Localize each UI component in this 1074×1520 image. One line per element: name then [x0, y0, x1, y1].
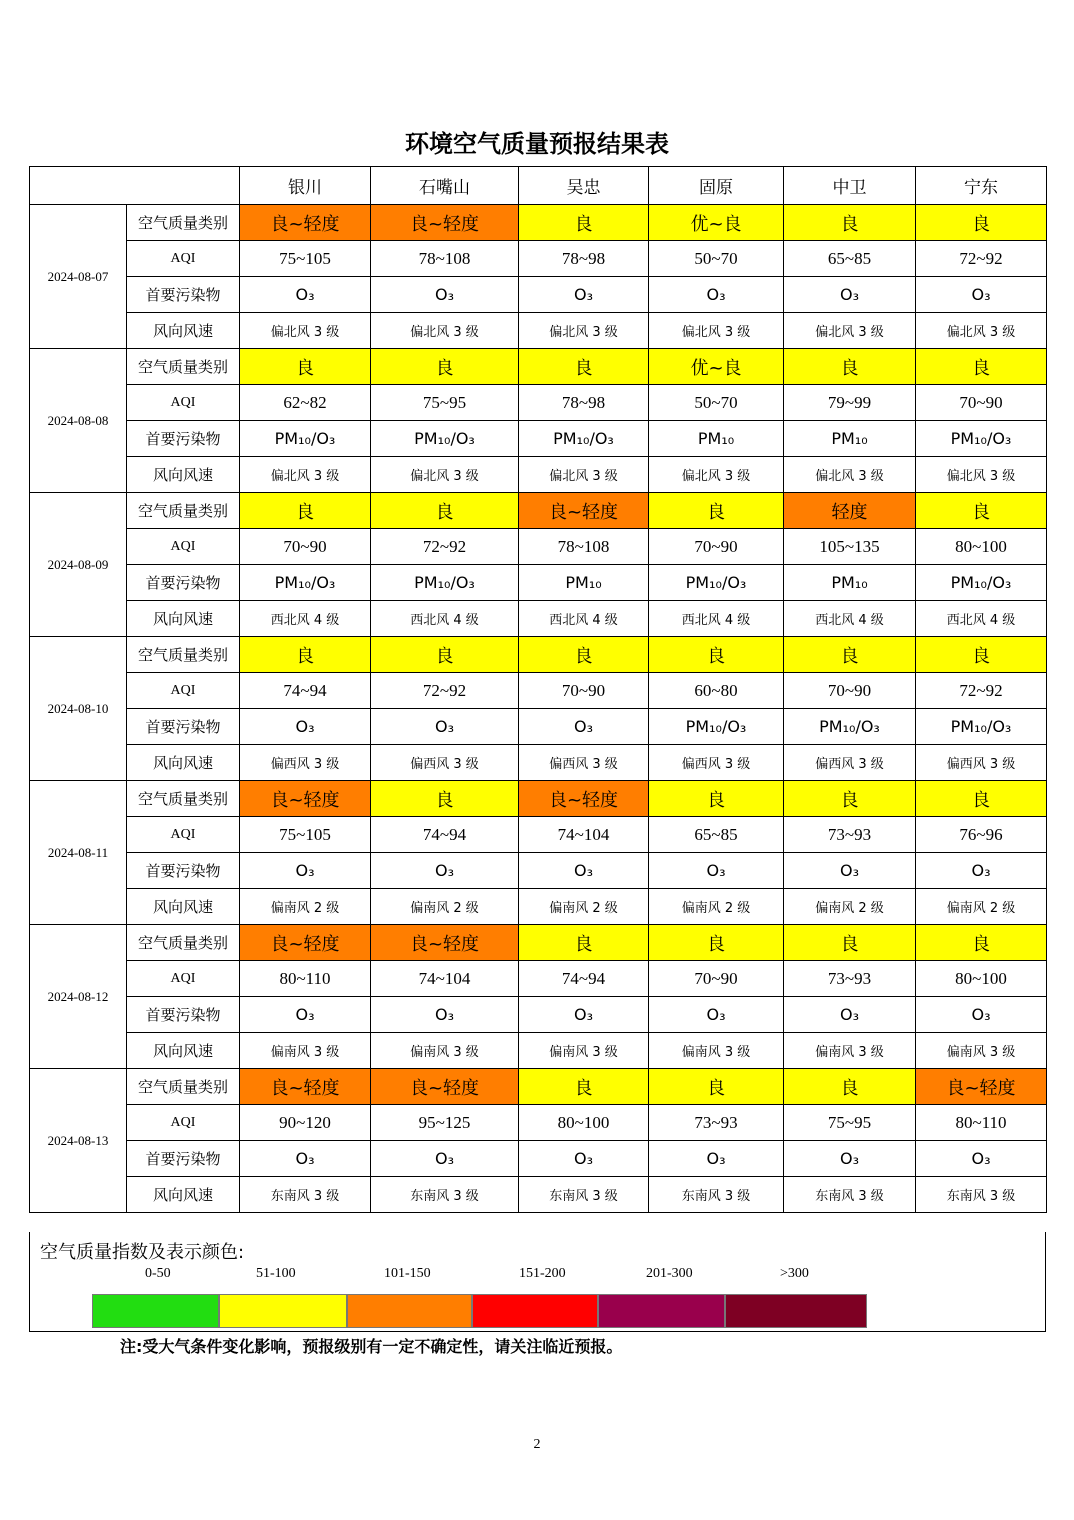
- pollutant-cell: O₃: [916, 1141, 1047, 1177]
- wind-cell: 东南风 3 级: [784, 1177, 916, 1213]
- category-cell: 良~轻度: [519, 493, 649, 529]
- category-cell: 良: [784, 925, 916, 961]
- row-label-aqi: AQI: [127, 241, 240, 277]
- row-label-wind: 风向风速: [127, 889, 240, 925]
- pollutant-cell: O₃: [916, 997, 1047, 1033]
- wind-cell: 偏北风 3 级: [240, 313, 371, 349]
- row-label-category: 空气质量类别: [127, 493, 240, 529]
- category-cell: 良: [649, 781, 784, 817]
- aqi-cell: 70~90: [916, 385, 1047, 421]
- category-cell: 良: [916, 781, 1047, 817]
- row-label-aqi: AQI: [127, 529, 240, 565]
- city-header: 石嘴山: [371, 167, 519, 205]
- pollutant-cell: O₃: [240, 997, 371, 1033]
- pollutant-cell: PM₁₀: [784, 421, 916, 457]
- legend-swatch-moderate: [472, 1294, 598, 1328]
- wind-cell: 偏北风 3 级: [519, 313, 649, 349]
- aqi-cell: 60~80: [649, 673, 784, 709]
- aqi-cell: 90~120: [240, 1105, 371, 1141]
- forecast-date: 2024-08-07: [30, 205, 127, 349]
- pollutant-cell: O₃: [784, 853, 916, 889]
- wind-cell: 东南风 3 级: [371, 1177, 519, 1213]
- city-header: 宁东: [916, 167, 1047, 205]
- row-label-wind: 风向风速: [127, 457, 240, 493]
- forecast-row-aqi: [30, 961, 1047, 997]
- category-cell: 优~良: [649, 205, 784, 241]
- category-cell: 良~轻度: [371, 1069, 519, 1105]
- forecast-date: 2024-08-12: [30, 925, 127, 1069]
- forecast-row-pollutant: [30, 565, 1047, 601]
- forecast-row-pollutant: [30, 421, 1047, 457]
- aqi-cell: 70~90: [649, 529, 784, 565]
- category-cell: 良: [649, 1069, 784, 1105]
- legend-swatch-heavy: [598, 1294, 725, 1328]
- row-label-aqi: AQI: [127, 817, 240, 853]
- pollutant-cell: O₃: [371, 709, 519, 745]
- category-cell: 良: [649, 925, 784, 961]
- pollutant-cell: O₃: [649, 997, 784, 1033]
- forecast-row-category: [30, 1069, 1047, 1105]
- pollutant-cell: PM₁₀/O₃: [916, 565, 1047, 601]
- aqi-cell: 65~85: [649, 817, 784, 853]
- wind-cell: 西北风 4 级: [371, 601, 519, 637]
- row-label-category: 空气质量类别: [127, 205, 240, 241]
- category-cell: 良: [519, 925, 649, 961]
- aqi-cell: 78~108: [371, 241, 519, 277]
- pollutant-cell: O₃: [519, 1141, 649, 1177]
- wind-cell: 东南风 3 级: [240, 1177, 371, 1213]
- legend-range-label: 151-200: [519, 1266, 566, 1281]
- pollutant-cell: PM₁₀/O₃: [916, 421, 1047, 457]
- row-label-wind: 风向风速: [127, 1177, 240, 1213]
- pollutant-cell: O₃: [784, 997, 916, 1033]
- category-cell: 轻度: [784, 493, 916, 529]
- legend-range-label: 51-100: [256, 1266, 296, 1281]
- pollutant-cell: PM₁₀: [519, 565, 649, 601]
- pollutant-cell: PM₁₀/O₃: [240, 565, 371, 601]
- pollutant-cell: O₃: [371, 997, 519, 1033]
- aqi-cell: 72~92: [371, 673, 519, 709]
- legend-swatch-excellent: [92, 1294, 219, 1328]
- pollutant-cell: PM₁₀/O₃: [649, 709, 784, 745]
- pollutant-cell: O₃: [371, 277, 519, 313]
- aqi-cell: 72~92: [916, 241, 1047, 277]
- wind-cell: 偏南风 2 级: [784, 889, 916, 925]
- aqi-cell: 80~110: [916, 1105, 1047, 1141]
- pollutant-cell: O₃: [916, 277, 1047, 313]
- legend-swatch-severe: [725, 1294, 867, 1328]
- category-cell: 良: [784, 349, 916, 385]
- aqi-cell: 73~93: [784, 961, 916, 997]
- category-cell: 良~轻度: [371, 925, 519, 961]
- pollutant-cell: O₃: [784, 277, 916, 313]
- row-label-wind: 风向风速: [127, 313, 240, 349]
- category-cell: 良: [784, 1069, 916, 1105]
- forecast-date: 2024-08-10: [30, 637, 127, 781]
- forecast-row-aqi: [30, 241, 1047, 277]
- aqi-cell: 70~90: [784, 673, 916, 709]
- pollutant-cell: O₃: [649, 853, 784, 889]
- wind-cell: 偏西风 3 级: [649, 745, 784, 781]
- pollutant-cell: PM₁₀/O₃: [649, 565, 784, 601]
- pollutant-cell: O₃: [519, 853, 649, 889]
- corner-cell: [30, 167, 240, 205]
- wind-cell: 偏西风 3 级: [784, 745, 916, 781]
- legend-box: [29, 1232, 1046, 1332]
- row-label-aqi: AQI: [127, 385, 240, 421]
- wind-cell: 偏西风 3 级: [371, 745, 519, 781]
- row-label-aqi: AQI: [127, 961, 240, 997]
- wind-cell: 偏南风 3 级: [240, 1033, 371, 1069]
- category-cell: 良~轻度: [371, 205, 519, 241]
- wind-cell: 偏北风 3 级: [519, 457, 649, 493]
- aqi-cell: 73~93: [784, 817, 916, 853]
- wind-cell: 偏北风 3 级: [371, 313, 519, 349]
- pollutant-cell: O₃: [649, 1141, 784, 1177]
- aqi-cell: 70~90: [519, 673, 649, 709]
- wind-cell: 偏北风 3 级: [649, 457, 784, 493]
- forecast-row-pollutant: [30, 997, 1047, 1033]
- row-label-category: 空气质量类别: [127, 349, 240, 385]
- row-label-wind: 风向风速: [127, 745, 240, 781]
- city-header: 吴忠: [519, 167, 649, 205]
- category-cell: 良~轻度: [240, 1069, 371, 1105]
- aqi-cell: 75~95: [371, 385, 519, 421]
- forecast-row-pollutant: [30, 277, 1047, 313]
- aqi-cell: 95~125: [371, 1105, 519, 1141]
- forecast-row-category: [30, 637, 1047, 673]
- forecast-date: 2024-08-11: [30, 781, 127, 925]
- forecast-row-pollutant: [30, 709, 1047, 745]
- wind-cell: 偏北风 3 级: [240, 457, 371, 493]
- category-cell: 良~轻度: [519, 781, 649, 817]
- city-header: 银川: [240, 167, 371, 205]
- pollutant-cell: O₃: [784, 1141, 916, 1177]
- row-label-aqi: AQI: [127, 673, 240, 709]
- category-cell: 良~轻度: [240, 925, 371, 961]
- forecast-row-category: [30, 925, 1047, 961]
- forecast-row-pollutant: [30, 853, 1047, 889]
- forecast-row-wind: [30, 745, 1047, 781]
- aqi-cell: 80~110: [240, 961, 371, 997]
- aqi-cell: 80~100: [916, 529, 1047, 565]
- forecast-row-wind: [30, 457, 1047, 493]
- row-label-pollutant: 首要污染物: [127, 565, 240, 601]
- row-label-pollutant: 首要污染物: [127, 853, 240, 889]
- pollutant-cell: O₃: [240, 709, 371, 745]
- wind-cell: 东南风 3 级: [916, 1177, 1047, 1213]
- pollutant-cell: O₃: [371, 1141, 519, 1177]
- pollutant-cell: O₃: [371, 853, 519, 889]
- row-label-category: 空气质量类别: [127, 781, 240, 817]
- forecast-row-pollutant: [30, 1141, 1047, 1177]
- forecast-row-wind: [30, 889, 1047, 925]
- legend-title: 空气质量指数及表示颜色:: [40, 1242, 245, 1263]
- wind-cell: 西北风 4 级: [784, 601, 916, 637]
- header-row: [30, 167, 1047, 205]
- legend-swatch-good: [219, 1294, 347, 1328]
- wind-cell: 偏北风 3 级: [916, 313, 1047, 349]
- row-label-pollutant: 首要污染物: [127, 997, 240, 1033]
- category-cell: 良: [916, 205, 1047, 241]
- forecast-date: 2024-08-08: [30, 349, 127, 493]
- category-cell: 良~轻度: [916, 1069, 1047, 1105]
- aqi-cell: 80~100: [916, 961, 1047, 997]
- aqi-cell: 78~98: [519, 385, 649, 421]
- pollutant-cell: O₃: [519, 709, 649, 745]
- forecast-table: [29, 166, 1047, 1213]
- category-cell: 良: [371, 637, 519, 673]
- row-label-wind: 风向风速: [127, 1033, 240, 1069]
- row-label-pollutant: 首要污染物: [127, 1141, 240, 1177]
- wind-cell: 偏北风 3 级: [784, 457, 916, 493]
- row-label-category: 空气质量类别: [127, 925, 240, 961]
- category-cell: 良: [371, 349, 519, 385]
- aqi-cell: 75~105: [240, 817, 371, 853]
- legend-swatch-light: [347, 1294, 472, 1328]
- aqi-cell: 105~135: [784, 529, 916, 565]
- pollutant-cell: PM₁₀/O₃: [784, 709, 916, 745]
- row-label-category: 空气质量类别: [127, 637, 240, 673]
- wind-cell: 偏南风 2 级: [519, 889, 649, 925]
- category-cell: 良: [519, 1069, 649, 1105]
- category-cell: 良: [916, 349, 1047, 385]
- pollutant-cell: PM₁₀/O₃: [240, 421, 371, 457]
- aqi-cell: 78~108: [519, 529, 649, 565]
- pollutant-cell: O₃: [649, 277, 784, 313]
- row-label-wind: 风向风速: [127, 601, 240, 637]
- forecast-row-aqi: [30, 673, 1047, 709]
- wind-cell: 偏西风 3 级: [240, 745, 371, 781]
- wind-cell: 偏西风 3 级: [916, 745, 1047, 781]
- wind-cell: 西北风 4 级: [519, 601, 649, 637]
- pollutant-cell: O₃: [916, 853, 1047, 889]
- forecast-row-category: [30, 781, 1047, 817]
- forecast-row-aqi: [30, 1105, 1047, 1141]
- row-label-pollutant: 首要污染物: [127, 421, 240, 457]
- wind-cell: 偏南风 3 级: [371, 1033, 519, 1069]
- page-title: 环境空气质量预报结果表: [405, 130, 669, 158]
- category-cell: 良: [371, 493, 519, 529]
- forecast-row-wind: [30, 1177, 1047, 1213]
- aqi-cell: 74~94: [519, 961, 649, 997]
- aqi-cell: 50~70: [649, 385, 784, 421]
- wind-cell: 偏西风 3 级: [519, 745, 649, 781]
- aqi-cell: 72~92: [371, 529, 519, 565]
- aqi-cell: 73~93: [649, 1105, 784, 1141]
- page-number: 2: [533, 1437, 541, 1452]
- category-cell: 良: [649, 493, 784, 529]
- category-cell: 良: [784, 637, 916, 673]
- aqi-cell: 75~95: [784, 1105, 916, 1141]
- category-cell: 良: [240, 493, 371, 529]
- forecast-row-wind: [30, 601, 1047, 637]
- wind-cell: 偏南风 3 级: [916, 1033, 1047, 1069]
- forecast-row-category: [30, 205, 1047, 241]
- row-label-category: 空气质量类别: [127, 1069, 240, 1105]
- wind-cell: 西北风 4 级: [649, 601, 784, 637]
- legend-range-label: 101-150: [384, 1266, 431, 1281]
- aqi-cell: 62~82: [240, 385, 371, 421]
- pollutant-cell: PM₁₀/O₃: [519, 421, 649, 457]
- forecast-row-wind: [30, 1033, 1047, 1069]
- category-cell: 良: [649, 637, 784, 673]
- category-cell: 良: [784, 781, 916, 817]
- category-cell: 良~轻度: [240, 205, 371, 241]
- pollutant-cell: PM₁₀/O₃: [371, 421, 519, 457]
- forecast-row-aqi: [30, 385, 1047, 421]
- legend-range-label: 201-300: [646, 1266, 693, 1281]
- aqi-cell: 74~94: [371, 817, 519, 853]
- city-header: 中卫: [784, 167, 916, 205]
- category-cell: 良: [240, 349, 371, 385]
- pollutant-cell: PM₁₀: [784, 565, 916, 601]
- category-cell: 良: [784, 205, 916, 241]
- wind-cell: 偏北风 3 级: [916, 457, 1047, 493]
- forecast-date: 2024-08-13: [30, 1069, 127, 1213]
- category-cell: 优~良: [649, 349, 784, 385]
- aqi-cell: 79~99: [784, 385, 916, 421]
- wind-cell: 东南风 3 级: [519, 1177, 649, 1213]
- wind-cell: 偏南风 2 级: [649, 889, 784, 925]
- legend-range-label: >300: [780, 1266, 809, 1281]
- aqi-cell: 70~90: [649, 961, 784, 997]
- category-cell: 良: [240, 637, 371, 673]
- pollutant-cell: PM₁₀/O₃: [371, 565, 519, 601]
- category-cell: 良~轻度: [240, 781, 371, 817]
- wind-cell: 偏南风 2 级: [240, 889, 371, 925]
- aqi-cell: 74~104: [519, 817, 649, 853]
- aqi-cell: 65~85: [784, 241, 916, 277]
- category-cell: 良: [916, 925, 1047, 961]
- aqi-cell: 80~100: [519, 1105, 649, 1141]
- wind-cell: 偏北风 3 级: [649, 313, 784, 349]
- wind-cell: 偏南风 3 级: [649, 1033, 784, 1069]
- category-cell: 良: [916, 493, 1047, 529]
- wind-cell: 东南风 3 级: [649, 1177, 784, 1213]
- pollutant-cell: O₃: [519, 277, 649, 313]
- pollutant-cell: O₃: [519, 997, 649, 1033]
- forecast-row-category: [30, 349, 1047, 385]
- city-header: 固原: [649, 167, 784, 205]
- legend-range-label: 0-50: [145, 1266, 171, 1281]
- category-cell: 良: [519, 349, 649, 385]
- pollutant-cell: PM₁₀/O₃: [916, 709, 1047, 745]
- wind-cell: 偏北风 3 级: [784, 313, 916, 349]
- forecast-row-category: [30, 493, 1047, 529]
- aqi-cell: 74~104: [371, 961, 519, 997]
- row-label-pollutant: 首要污染物: [127, 277, 240, 313]
- pollutant-cell: PM₁₀: [649, 421, 784, 457]
- category-cell: 良: [519, 637, 649, 673]
- pollutant-cell: O₃: [240, 277, 371, 313]
- forecast-note: 注:受大气条件变化影响，预报级别有一定不确定性，请关注临近预报。: [120, 1337, 623, 1356]
- category-cell: 良: [916, 637, 1047, 673]
- row-label-pollutant: 首要污染物: [127, 709, 240, 745]
- pollutant-cell: O₃: [240, 853, 371, 889]
- wind-cell: 偏北风 3 级: [371, 457, 519, 493]
- wind-cell: 西北风 4 级: [240, 601, 371, 637]
- wind-cell: 偏南风 3 级: [784, 1033, 916, 1069]
- pollutant-cell: O₃: [240, 1141, 371, 1177]
- wind-cell: 偏南风 2 级: [916, 889, 1047, 925]
- forecast-row-wind: [30, 313, 1047, 349]
- wind-cell: 偏南风 3 级: [519, 1033, 649, 1069]
- wind-cell: 西北风 4 级: [916, 601, 1047, 637]
- wind-cell: 偏南风 2 级: [371, 889, 519, 925]
- aqi-cell: 76~96: [916, 817, 1047, 853]
- aqi-cell: 70~90: [240, 529, 371, 565]
- forecast-date: 2024-08-09: [30, 493, 127, 637]
- forecast-row-aqi: [30, 817, 1047, 853]
- aqi-cell: 74~94: [240, 673, 371, 709]
- category-cell: 良: [519, 205, 649, 241]
- row-label-aqi: AQI: [127, 1105, 240, 1141]
- forecast-row-aqi: [30, 529, 1047, 565]
- aqi-cell: 78~98: [519, 241, 649, 277]
- category-cell: 良: [371, 781, 519, 817]
- aqi-cell: 75~105: [240, 241, 371, 277]
- aqi-cell: 50~70: [649, 241, 784, 277]
- aqi-cell: 72~92: [916, 673, 1047, 709]
